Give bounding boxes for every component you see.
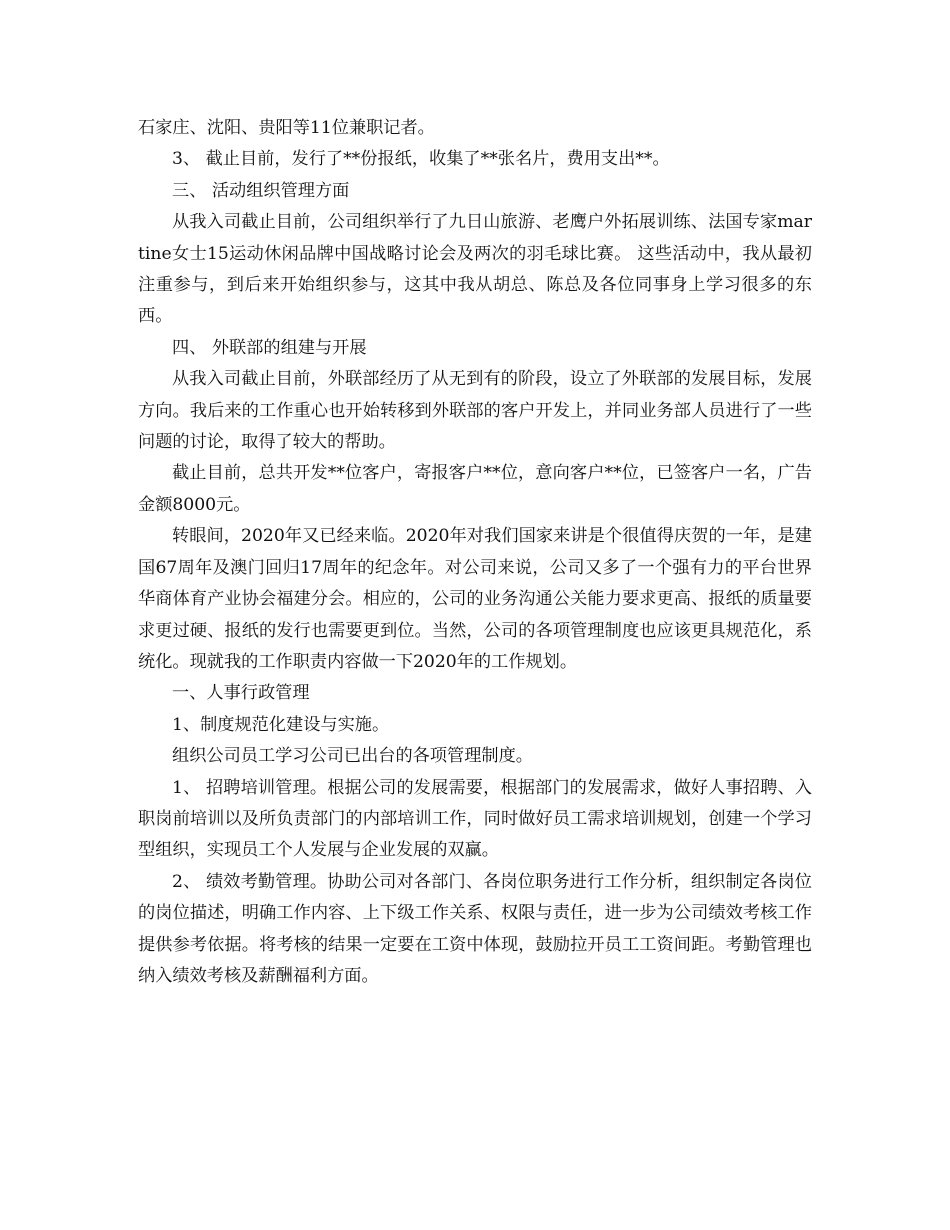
paragraph-activities: 从我入司截止目前，公司组织举行了九日山旅游、老鹰户外拓展训练、法国专家martine女士15运动休闲品牌中国战略讨论会及两次的羽毛球比赛。 这些活动中，我从最初注重参与，到后来开始组织参与，这其中我从胡总、陈总及各位同事身上学习很多的东西。 bbox=[138, 212, 812, 327]
paragraph-new-year-plan: 转眼间，2020年又已经来临。2020年对我们国家来讲是个很值得庆贺的一年，是建国67周年及澳门回归17周年的纪念年。对公司来说，公司又多了一个强有力的平台世界华商体育产业协会福建分会。相应的，公司的业务沟通公关能力要求更高、报纸的质量要求更过硬、报纸的发行也需要更到位。当然，公司的各项管理制度也应该更具规范化，系统化。现就我的工作职责内容做一下2020年的工作规划。 bbox=[138, 526, 812, 672]
document-body bbox=[138, 113, 812, 992]
heading-system-building: 1、制度规范化建设与实施。 bbox=[172, 714, 390, 735]
paragraph-performance-attendance: 2、 绩效考勤管理。协助公司对各部门、各岗位职务进行工作分析，组织制定各岗位的岗位描述，明确工作内容、上下级工作关系、权限与责任，进一步为公司绩效考核工作提供参考依据。将考核的结果一定要在工资中体现，鼓励拉开员工工资间距。考勤管理也纳入绩效考核及薪酬福利方面。 bbox=[138, 871, 812, 986]
paragraph-client-stats: 截止目前，总共开发**位客户，寄报客户**位，意向客户**位，已签客户一名，广告金额8000元。 bbox=[138, 463, 812, 515]
heading-activity-management: 三、 活动组织管理方面 bbox=[172, 180, 350, 201]
heading-external-relations: 四、 外联部的组建与开展 bbox=[172, 337, 367, 358]
paragraph-reporters: 石家庄、沈阳、贵阳等11位兼职记者。 bbox=[138, 118, 435, 138]
paragraph-circulation-stats: 3、 截止目前，发行了**份报纸，收集了**张名片，费用支出**。 bbox=[172, 149, 670, 170]
heading-hr-admin: 一、人事行政管理 bbox=[172, 683, 310, 704]
paragraph-rules-study: 组织公司员工学习公司已出台的各项管理制度。 bbox=[172, 746, 533, 767]
paragraph-recruitment-training: 1、 招聘培训管理。根据公司的发展需要，根据部门的发展需求，做好人事招聘、入职岗前培训以及所负责部门的内部培训工作，同时做好员工需求培训规划，创建一个学习型组织，实现员工个人发展与企业发展的双赢。 bbox=[138, 777, 812, 861]
paragraph-external-relations: 从我入司截止目前，外联部经历了从无到有的阶段，设立了外联部的发展目标，发展方向。我后来的工作重心也开始转移到外联部的客户开发上，并同业务部人员进行了一些问题的讨论，取得了较大的帮助。 bbox=[138, 369, 812, 453]
